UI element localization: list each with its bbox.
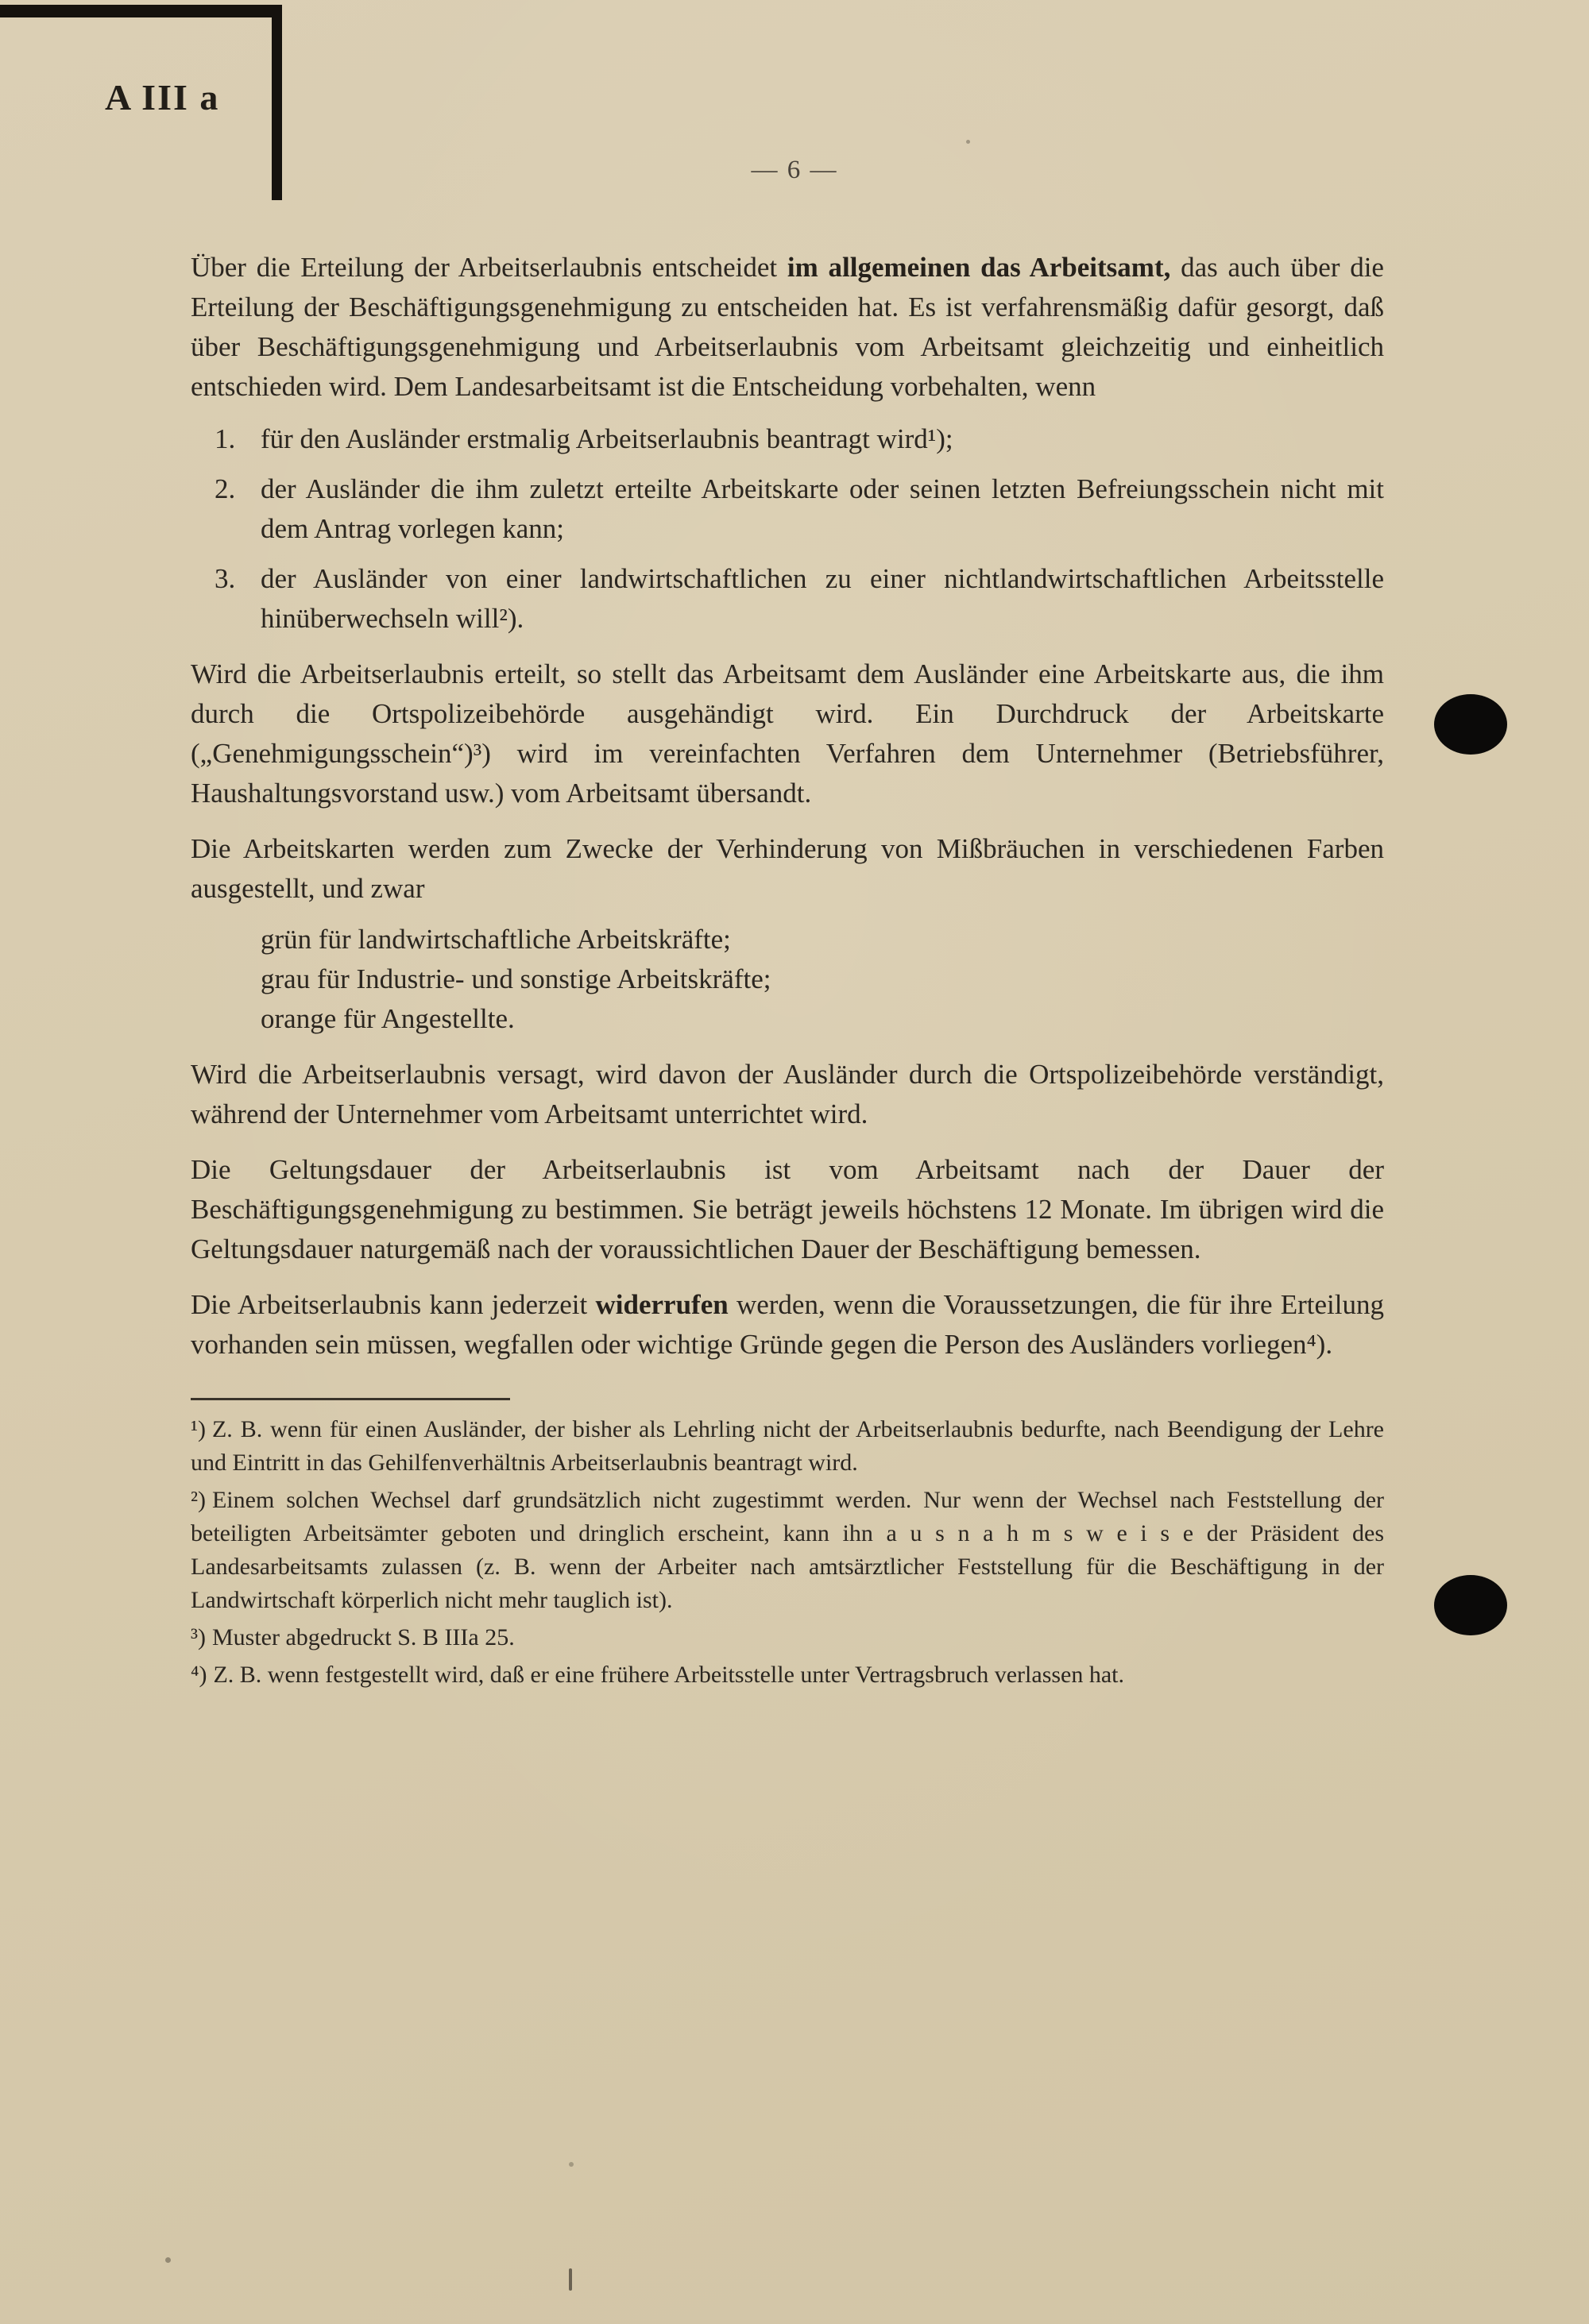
paragraph-farben: Die Arbeitskarten werden zum Zwecke der Verhinderung von Mißbräuchen in verschiedenen Farben ausgestellt, und zwar: [191, 833, 1384, 904]
list-item-text: der Ausländer von einer landwirtschaftlichen zu einer nichtlandwirtschaftlichen Arbeitsstelle hinüberwechseln will²).: [261, 563, 1384, 634]
list-item-3: [191, 559, 1384, 639]
ink-speck: [569, 2268, 572, 2291]
corner-box-right-bar: [272, 5, 282, 200]
footnote-marker: ⁴): [191, 1662, 207, 1688]
paragraph-versagt: Wird die Arbeitserlaubnis versagt, wird davon der Ausländer durch die Ortspolizeibehörde verständigt, während der Unternehmer vom Arbeitsamt unterrichtet wird.: [191, 1059, 1384, 1129]
list-item-text: für den Ausländer erstmalig Arbeitserlaubnis beantragt wird¹);: [261, 423, 953, 454]
footnote-2: [191, 1484, 1384, 1617]
list-item-1: [191, 419, 1384, 459]
footnote-separator: [191, 1398, 510, 1400]
color-list: [191, 920, 1384, 1039]
footnote-marker: ²): [191, 1487, 206, 1513]
color-line-gruen: grün für landwirtschaftliche Arbeitskräfte;: [261, 924, 731, 955]
paragraph-text: werden, wenn die Voraussetzungen, die für ihre Erteilung vorhanden sein müssen, wegfallen oder wichtige Gründe gegen die Person des Ausländers vorliegen⁴).: [191, 1289, 1385, 1360]
footnote-3: [191, 1621, 1384, 1654]
list-item-text: der Ausländer die ihm zuletzt erteilte Arbeitskarte oder seinen letzten Befreiungsschein nicht mit dem Antrag vorlegen kann;: [261, 473, 1384, 544]
paragraph-text: Über die Erteilung der Arbeitserlaubnis entscheidet: [191, 252, 787, 283]
list-number: 3.: [215, 563, 236, 594]
footnote-text: Einem solchen Wechsel darf grundsätzlich nicht zugestimmt werden. Nur wenn der Wechsel nach Feststellung der beteiligten Arbeitsämter geboten und dringlich erscheint, kann ihn a u s n a h m s w e i s e der Präsident des Landesarbeitsamts zulassen (z. B. wenn der Arbeiter nach amtsärztlicher Feststellung für die Beschäftigung in der Landwirtschaft körperlich nicht mehr tauglich ist).: [191, 1487, 1384, 1613]
corner-label: A III a: [105, 77, 220, 118]
page-content: [191, 248, 1384, 1692]
hole-punch-bottom: [1434, 1575, 1507, 1635]
ink-speck: [569, 2162, 574, 2167]
list-number: 1.: [215, 423, 236, 454]
bold-emphasis: im allgemeinen das Arbeitsamt,: [787, 252, 1171, 283]
page-number: — 6 —: [751, 156, 838, 184]
paragraph-text: das auch über die Erteilung der Beschäftigungsgenehmigung zu entscheiden hat. Es ist verfahrensmäßig dafür gesorgt, daß über Beschäftigungsgenehmigung und Arbeitserlaubnis vom Arbeitsamt gleichzeitig und einheitlich entschieden wird. Dem Landesarbeitsamt ist die Entscheidung vorbehalten, wenn: [191, 252, 1384, 402]
footnote-4: [191, 1658, 1384, 1692]
footnote-text: Z. B. wenn für einen Ausländer, der bisher als Lehrling nicht der Arbeitserlaubnis bedurfte, nach Beendigung der Lehre und Eintritt in das Gehilfenverhältnis Arbeitserlaubnis beantragt wird.: [191, 1416, 1384, 1476]
paragraph-text: Die Arbeitserlaubnis kann jederzeit: [191, 1289, 596, 1320]
paragraph-widerruf: [191, 1285, 1384, 1365]
corner-box-top-bar: [0, 5, 281, 17]
list-number: 2.: [215, 473, 236, 504]
footnotes-section: [191, 1413, 1384, 1692]
footnote-1: [191, 1413, 1384, 1480]
color-line-grau: grau für Industrie- und sonstige Arbeitskräfte;: [261, 963, 771, 994]
footnote-marker: ¹): [191, 1416, 206, 1442]
footnote-text: Muster abgedruckt S. B IIIa 25.: [211, 1624, 515, 1650]
footnote-marker: ³): [191, 1624, 206, 1650]
paragraph-geltungsdauer: Die Geltungsdauer der Arbeitserlaubnis ist vom Arbeitsamt nach der Dauer der Beschäftigungsgenehmigung zu bestimmen. Sie beträgt jeweils höchstens 12 Monate. Im übrigen wird die Geltungsdauer naturgemäß nach der voraussichtlichen Dauer der Beschäftigung bemessen.: [191, 1154, 1384, 1264]
hole-punch-top: [1434, 694, 1507, 755]
paragraph-arbeitskarte: Wird die Arbeitserlaubnis erteilt, so stellt das Arbeitsamt dem Ausländer eine Arbeitskarte aus, die ihm durch die Ortspolizeibehörde ausgehändigt wird. Ein Durchdruck der Arbeitskarte („Genehmigungsschein“)³) wird im vereinfachten Verfahren dem Unternehmer (Betriebsführer, Haushaltungsvorstand usw.) vom Arbeitsamt übersandt.: [191, 658, 1384, 809]
footnote-text: Z. B. wenn festgestellt wird, daß er eine frühere Arbeitsstelle unter Vertragsbruch verlassen hat.: [213, 1662, 1125, 1688]
paragraph-intro: [191, 248, 1384, 407]
ink-speck: [966, 140, 970, 144]
ink-speck: [165, 2257, 171, 2263]
list-item-2: [191, 469, 1384, 549]
bold-emphasis: widerrufen: [595, 1289, 729, 1320]
color-line-orange: orange für Angestellte.: [261, 1003, 515, 1034]
numbered-list: [191, 419, 1384, 639]
